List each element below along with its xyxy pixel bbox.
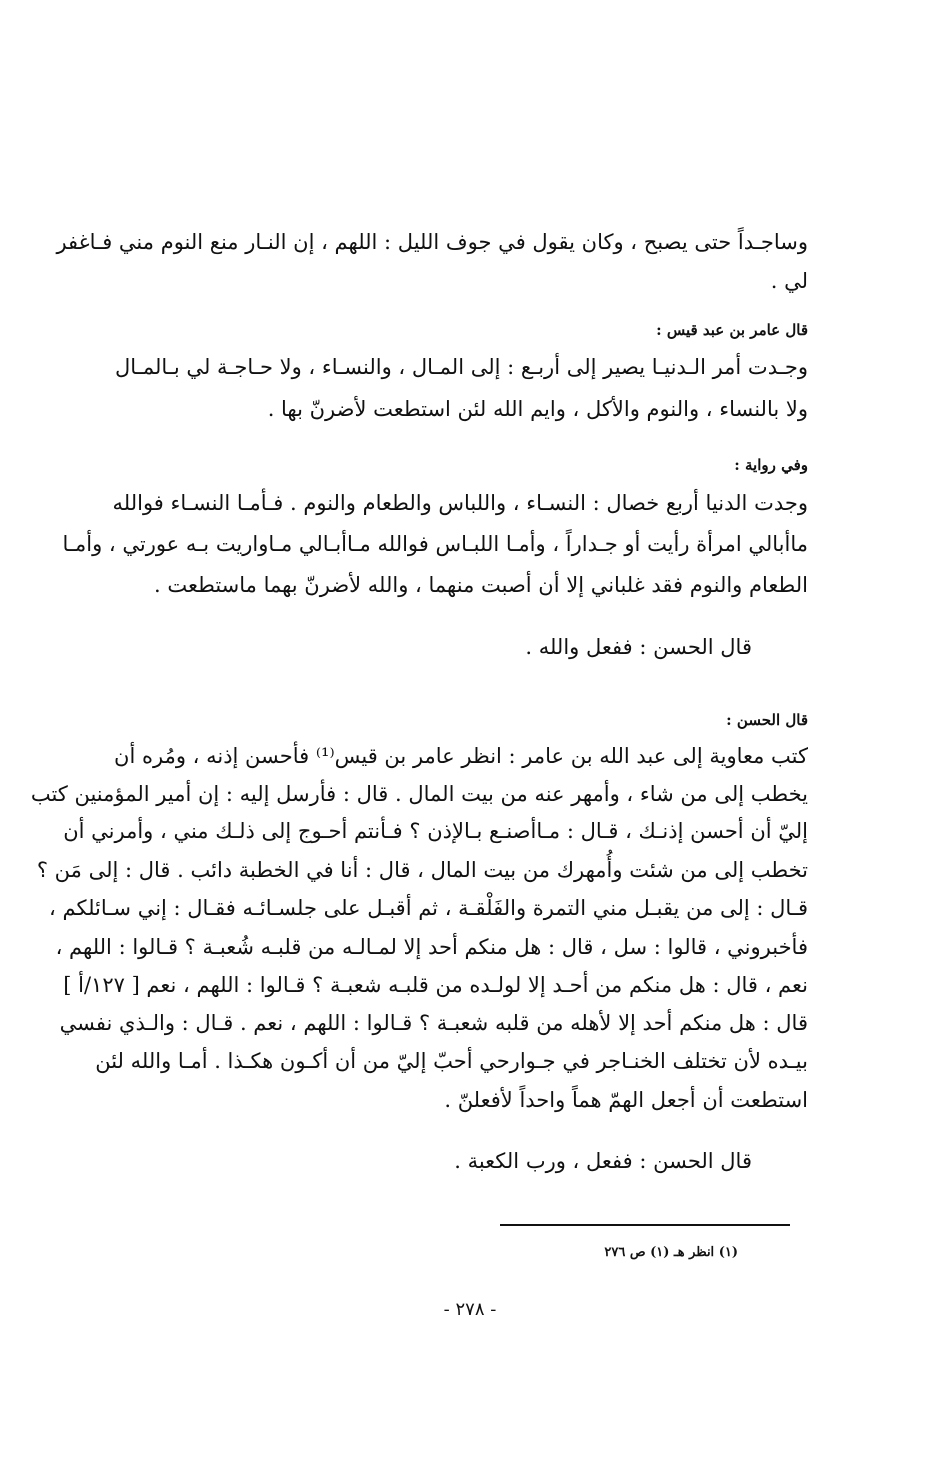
text-line: وجـدت أمر الـدنيـا يصير إلى أربـع : إلى المـال ، والنسـاء ، ولا حـاجـة لي بـالمـال bbox=[115, 355, 808, 379]
hasan-saying: قال الحسن : ففعل ، ورب الكعبة . bbox=[454, 1149, 752, 1173]
text-line: بيـده لأن تختلف الخنـاجر في جـوارحي أحبّ إليّ من أن أكـون هكـذا . أمـا والله لئن bbox=[95, 1049, 808, 1073]
hasan-saying: قال الحسن : ففعل والله . bbox=[525, 635, 752, 659]
text-line: وساجـداً حتى يصبح ، وكان يقول في جوف الليل : اللهم ، إن النـار منع النوم مني فـاغفر bbox=[56, 230, 808, 254]
text-line: ولا بالنساء ، والنوم والأكل ، وايم الله لئن استطعت لأضرنّ بها . bbox=[267, 397, 808, 421]
text-line: قـال : إلى من يقبـل مني التمرة والفَلْقـة ، ثم أقبـل على جلسـائـه فقـال : إني سـائلكم ، bbox=[49, 896, 808, 920]
footnote-separator bbox=[500, 1224, 790, 1226]
text-line: نعم ، قال : هل منكم من أحـد إلا لولـده من قلبـه شعبـة ؟ قـالوا : اللهم ، نعم [ ١٢٧/أ ] bbox=[63, 973, 808, 997]
text-line: قال : هل منكم أحد إلا لأهله من قلبه شعبـة ؟ قـالوا : اللهم ، نعم . قـال : والـذي نفسي bbox=[59, 1011, 808, 1035]
section-heading: قال الحسن : bbox=[726, 711, 808, 729]
text-line: وجدت الدنيا أربع خصال : النسـاء ، واللباس والطعام والنوم . فـأمـا النسـاء فوالله bbox=[112, 491, 808, 515]
text-line: الطعام والنوم فقد غلباني إلا أن أصبت منهما ، والله لأضرنّ بهما ماستطعت . bbox=[153, 573, 808, 597]
text-line: استطعت أن أجعل الهمّ هماً واحداً لأفعلنّ . bbox=[444, 1088, 808, 1112]
text-line: كتب معاوية إلى عبد الله بن عامر : انظر عامر بن قيس⁽¹⁾ فأحسن إذنه ، ومُره أن bbox=[114, 744, 808, 768]
text-line: تخطب إلى من شئت وأُمهرك من بيت المال ، قال : أنا في الخطبة دائب . قال : إلى مَن ؟ bbox=[36, 858, 808, 882]
text-line: فأخبروني ، قالوا : سل ، قال : هل منكم أحد إلا لمـالـه من قلبـه شُعبـة ؟ قـالوا : اللهم ، bbox=[55, 935, 808, 959]
footnote: (١) انظر هـ (١) ص ٢٧٦ bbox=[604, 1245, 738, 1260]
text-line: ماأبالي امرأة رأيت أو جـداراً ، وأمـا اللبـاس فوالله مـاأبـالي مـاواريت بـه عورتي ، وأمـا bbox=[62, 532, 808, 556]
text-line: إليّ أن أحسن إذنـك ، قـال : مـاأصنـع بـالإذن ؟ فـأنتم أحـوج إلى ذلـك مني ، وأمرني أن bbox=[63, 819, 808, 843]
section-heading: قال عامر بن عبد قيس : bbox=[656, 321, 808, 339]
section-heading: وفي رواية : bbox=[734, 456, 808, 474]
text-line: يخطب إلى من شاء ، وأمهر عنه من بيت المال . قال : فأرسل إليه : إن أمير المؤمنين كتب bbox=[30, 782, 808, 806]
page-number: - ٢٧٨ - bbox=[443, 1299, 497, 1320]
text-line: لي . bbox=[770, 269, 808, 293]
